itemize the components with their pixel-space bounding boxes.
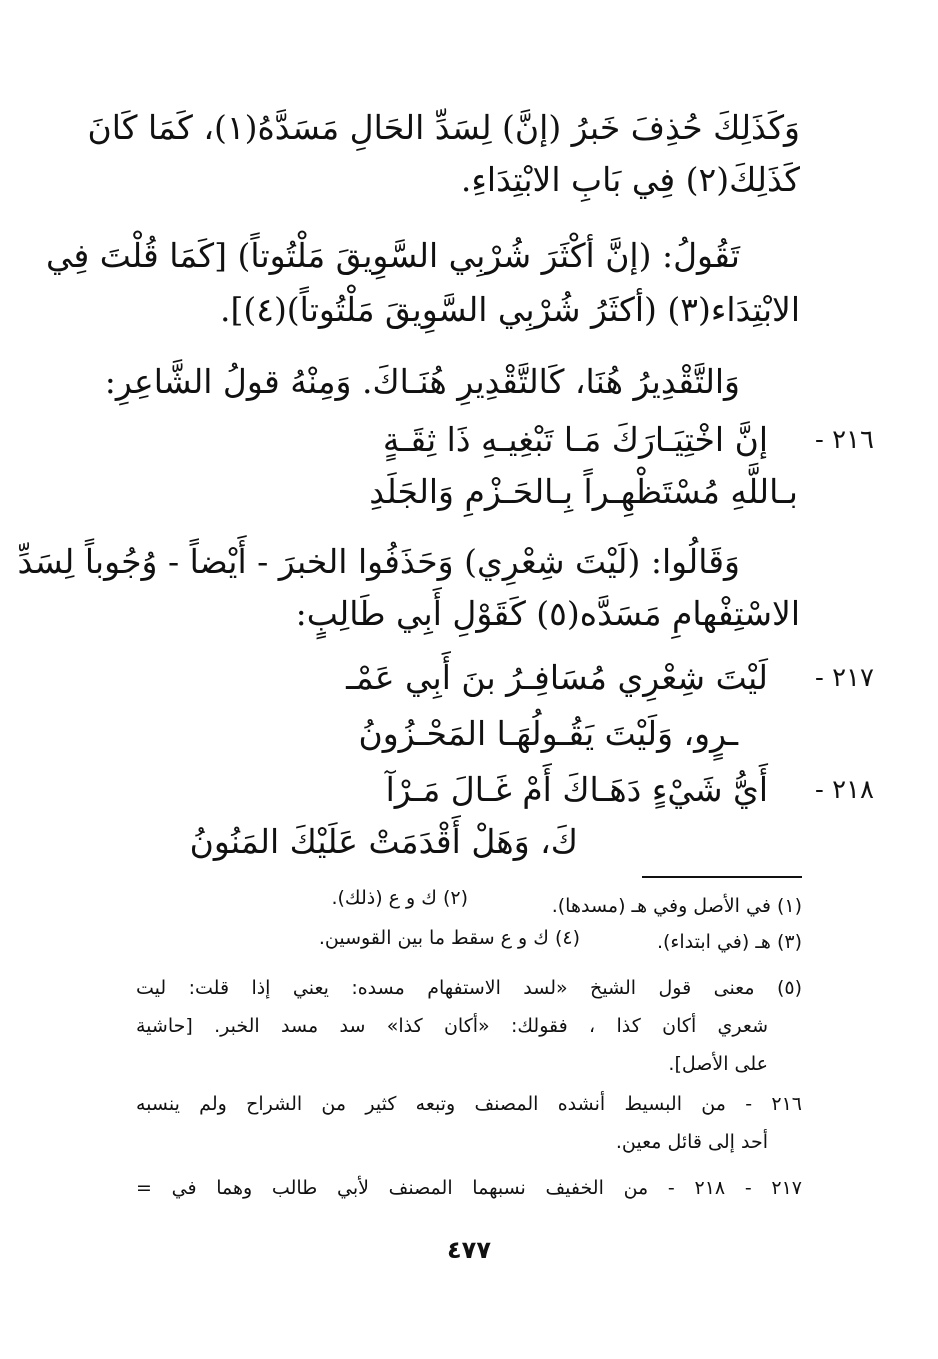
verse-217-hemistich-2: ـرٍو، وَلَيْتَ يَقُـولُهَـا المَحْـزُونُ bbox=[358, 714, 738, 753]
footnote-5-line-1: (٥) معنى قول الشيخ «لسد الاستفهام مسده: يعني إذا قلت: ليت bbox=[136, 977, 802, 999]
body-line-p2-1: تَقُولُ: (إنَّ أكْثَرَ شُرْبِي السَّوِيقَ مَلْتُوتاً) [كَمَا قُلْتَ فِي bbox=[45, 236, 740, 275]
footnote-216-line-1: ٢١٦ - من البسيط أنشده المصنف وتبعه كثير من الشراح ولم ينسبه bbox=[136, 1093, 802, 1115]
footnote-4: (٤) ك و ع سقط ما بين القوسين. bbox=[318, 927, 580, 949]
body-line-p4-1: وَقَالُوا: (لَيْتَ شِعْرِي) وَحَذَفُوا الخبرَ - أَيْضاً - وُجُوباً لِسَدِّ bbox=[17, 542, 740, 581]
body-line-p1-2: كَذَلِكَ(٢) فِي بَابِ الابْتِدَاءِ. bbox=[460, 160, 800, 199]
footnote-1: (١) في الأصل وفي هـ (مسدها). bbox=[551, 895, 802, 917]
verse-218-hemistich-1: أَيُّ شَيْءٍ دَهَـاكَ أَمْ غَـالَ مَـرْآ bbox=[385, 770, 768, 809]
footnote-3: (٣) هـ (في ابتداء). bbox=[656, 931, 802, 953]
body-line-p4-2: الاسْتِفْهامِ مَسَدَّه(٥) كَقَوْلِ أَبِي طَالِبٍ: bbox=[295, 594, 800, 633]
verse-216-hemistich-1: إنَّ اخْتِيَـارَكَ مَـا تَبْغِيـهِ ذَا ثِقَـةٍ bbox=[382, 420, 768, 459]
footnote-5-line-3: على الأصل]. bbox=[668, 1053, 768, 1075]
footnote-5-line-2: شعري أكان كذا ، فقولك: «أكان كذا» سد مسد الخبر. [حاشية bbox=[136, 1015, 768, 1037]
footnote-2: (٢) ك و ع (ذلك). bbox=[331, 887, 468, 909]
body-line-p1-1: وَكَذَلِكَ حُذِفَ خَبرُ (إنَّ) لِسَدِّ الحَالِ مَسَدَّهُ(١)، كَمَا كَانَ bbox=[87, 108, 800, 147]
verse-218-hemistich-2: كَ، وَهَلْ أَقْدَمَتْ عَلَيْكَ المَنُونُ bbox=[189, 822, 578, 861]
body-line-p3-1: وَالتَّقْدِيرُ هُنَا، كَالتَّقْدِيرِ هُنَـاكَ. وَمِنْهُ قولُ الشَّاعِرِ: bbox=[104, 362, 740, 401]
verse-216-hemistich-2: بـاللَّهِ مُسْتَظْهِـراً بِـالحَـزْمِ وَالجَلَدِ bbox=[369, 472, 798, 511]
verse-number-217: ٢١٧ - bbox=[815, 663, 874, 693]
body-line-p2-2: الابْتِدَاء(٣) (أكثَرُ شُرْبِي السَّوِيقَ مَلْتُوتاً)(٤)]. bbox=[219, 290, 800, 329]
verse-217-hemistich-1: لَيْتَ شِعْرِي مُسَافِـرُ بنَ أَبِي عَمْـ bbox=[346, 658, 768, 697]
verse-number-218: ٢١٨ - bbox=[815, 775, 874, 805]
verse-number-216: ٢١٦ - bbox=[815, 425, 874, 455]
page-number: ٤٧٧ bbox=[447, 1236, 491, 1264]
footnote-217-218: ٢١٧ - ٢١٨ - من الخفيف نسبهما المصنف لأبي طالب وهما في = bbox=[136, 1177, 803, 1199]
footnote-separator bbox=[642, 876, 802, 878]
footnote-216-line-2: أحد إلى قائل معين. bbox=[615, 1131, 768, 1153]
